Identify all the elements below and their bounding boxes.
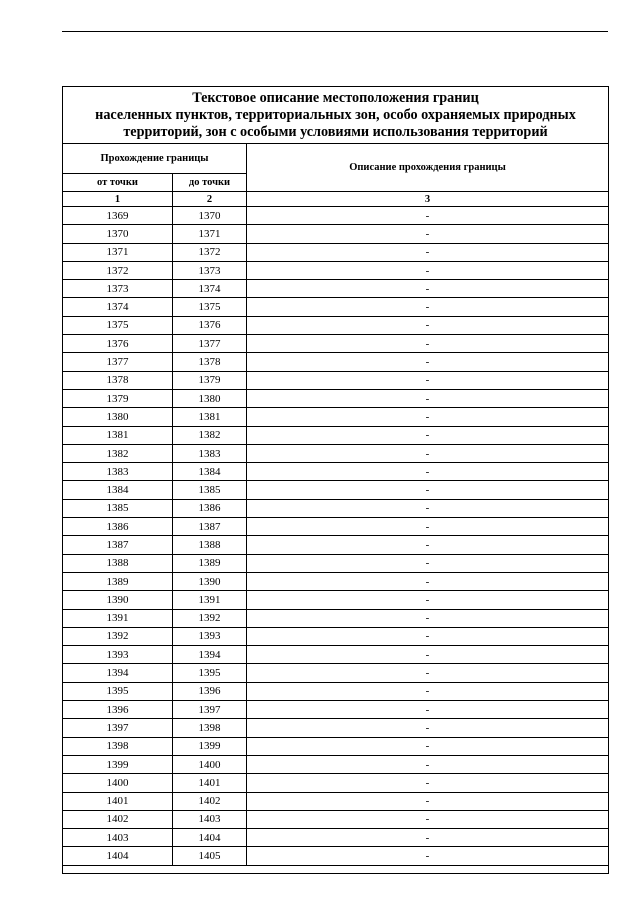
- to-point-cell: 1387: [173, 518, 247, 536]
- description-header: Описание прохождения границы: [247, 144, 609, 192]
- header-row-group: [63, 144, 609, 174]
- table-row: [63, 591, 609, 609]
- from-point-cell: 1391: [63, 609, 173, 627]
- table-row: [63, 737, 609, 755]
- description-cell: -: [247, 847, 609, 865]
- to-point-cell: 1380: [173, 389, 247, 407]
- from-point-cell: 1395: [63, 682, 173, 700]
- description-cell: -: [247, 701, 609, 719]
- from-point-cell: 1375: [63, 316, 173, 334]
- from-point-cell: 1394: [63, 664, 173, 682]
- to-point-cell: 1399: [173, 737, 247, 755]
- description-cell: -: [247, 389, 609, 407]
- from-point-cell: 1404: [63, 847, 173, 865]
- description-cell: -: [247, 225, 609, 243]
- description-cell: -: [247, 518, 609, 536]
- to-point-cell: 1382: [173, 426, 247, 444]
- from-point-cell: 1385: [63, 499, 173, 517]
- to-point-cell: 1379: [173, 371, 247, 389]
- column-number-1: 1: [63, 192, 173, 207]
- from-point-cell: 1390: [63, 591, 173, 609]
- title-line-3: территорий, зон с особыми условиями использования территорий: [123, 123, 548, 140]
- to-point-cell: 1383: [173, 444, 247, 462]
- description-cell: -: [247, 609, 609, 627]
- table-row: [63, 261, 609, 279]
- description-cell: -: [247, 371, 609, 389]
- table-row: [63, 389, 609, 407]
- to-point-cell: 1370: [173, 207, 247, 225]
- description-cell: -: [247, 792, 609, 810]
- description-cell: -: [247, 298, 609, 316]
- from-point-cell: 1377: [63, 353, 173, 371]
- description-cell: -: [247, 316, 609, 334]
- table-row: [63, 847, 609, 865]
- empty-row: [63, 865, 609, 873]
- to-point-cell: 1396: [173, 682, 247, 700]
- table-row: [63, 682, 609, 700]
- from-point-cell: 1386: [63, 518, 173, 536]
- to-point-cell: 1375: [173, 298, 247, 316]
- to-point-cell: 1371: [173, 225, 247, 243]
- to-point-cell: 1405: [173, 847, 247, 865]
- to-point-cell: 1384: [173, 463, 247, 481]
- description-cell: -: [247, 554, 609, 572]
- to-point-cell: 1397: [173, 701, 247, 719]
- table-row: [63, 810, 609, 828]
- column-number-3: 3: [247, 192, 609, 207]
- description-cell: -: [247, 408, 609, 426]
- table-row: [63, 225, 609, 243]
- description-cell: -: [247, 536, 609, 554]
- to-point-cell: 1392: [173, 609, 247, 627]
- from-point-cell: 1392: [63, 627, 173, 645]
- table-row: [63, 243, 609, 261]
- from-point-cell: 1381: [63, 426, 173, 444]
- description-cell: -: [247, 682, 609, 700]
- description-cell: -: [247, 719, 609, 737]
- from-point-cell: 1401: [63, 792, 173, 810]
- from-point-cell: 1396: [63, 701, 173, 719]
- table-title-row: [63, 87, 609, 144]
- from-point-cell: 1369: [63, 207, 173, 225]
- table-row: [63, 572, 609, 590]
- table-row: [63, 426, 609, 444]
- table-row: [63, 280, 609, 298]
- to-point-cell: 1391: [173, 591, 247, 609]
- table-row: [63, 408, 609, 426]
- from-point-cell: 1398: [63, 737, 173, 755]
- table-row: [63, 829, 609, 847]
- from-point-cell: 1387: [63, 536, 173, 554]
- table-row: [63, 371, 609, 389]
- description-cell: -: [247, 207, 609, 225]
- to-point-header: до точки: [173, 174, 247, 192]
- description-cell: -: [247, 829, 609, 847]
- description-cell: -: [247, 499, 609, 517]
- to-point-cell: 1395: [173, 664, 247, 682]
- table-row: [63, 335, 609, 353]
- to-point-cell: 1404: [173, 829, 247, 847]
- to-point-cell: 1378: [173, 353, 247, 371]
- description-cell: -: [247, 426, 609, 444]
- table-row: [63, 792, 609, 810]
- from-point-cell: 1399: [63, 755, 173, 773]
- from-point-cell: 1397: [63, 719, 173, 737]
- empty-cell: [63, 865, 609, 873]
- from-point-cell: 1371: [63, 243, 173, 261]
- description-cell: -: [247, 353, 609, 371]
- to-point-cell: 1394: [173, 646, 247, 664]
- to-point-cell: 1373: [173, 261, 247, 279]
- description-cell: -: [247, 810, 609, 828]
- description-cell: -: [247, 646, 609, 664]
- description-cell: -: [247, 774, 609, 792]
- to-point-cell: 1372: [173, 243, 247, 261]
- to-point-cell: 1386: [173, 499, 247, 517]
- from-point-cell: 1374: [63, 298, 173, 316]
- from-point-cell: 1372: [63, 261, 173, 279]
- description-cell: -: [247, 261, 609, 279]
- table-row: [63, 316, 609, 334]
- boundary-description-table: [62, 86, 609, 874]
- to-point-cell: 1377: [173, 335, 247, 353]
- from-point-cell: 1383: [63, 463, 173, 481]
- table-row: [63, 719, 609, 737]
- table-row: [63, 481, 609, 499]
- table-row: [63, 207, 609, 225]
- description-cell: -: [247, 755, 609, 773]
- table-row: [63, 518, 609, 536]
- description-cell: -: [247, 243, 609, 261]
- from-point-cell: 1403: [63, 829, 173, 847]
- from-point-cell: 1389: [63, 572, 173, 590]
- to-point-cell: 1381: [173, 408, 247, 426]
- description-cell: -: [247, 463, 609, 481]
- from-point-cell: 1370: [63, 225, 173, 243]
- description-cell: -: [247, 481, 609, 499]
- description-cell: -: [247, 591, 609, 609]
- from-point-cell: 1388: [63, 554, 173, 572]
- to-point-cell: 1374: [173, 280, 247, 298]
- from-point-cell: 1384: [63, 481, 173, 499]
- table-row: [63, 444, 609, 462]
- title-line-2: населенных пунктов, территориальных зон, особо охраняемых природных: [95, 106, 576, 123]
- to-point-cell: 1390: [173, 572, 247, 590]
- to-point-cell: 1376: [173, 316, 247, 334]
- title-line-1: Текстовое описание местоположения границ: [192, 89, 479, 106]
- description-cell: -: [247, 664, 609, 682]
- from-point-header: от точки: [63, 174, 173, 192]
- description-cell: -: [247, 737, 609, 755]
- table-row: [63, 701, 609, 719]
- table-row: [63, 554, 609, 572]
- table-row: [63, 298, 609, 316]
- header-rule: [62, 31, 608, 32]
- table-row: [63, 609, 609, 627]
- table-row: [63, 353, 609, 371]
- description-cell: -: [247, 444, 609, 462]
- table-row: [63, 536, 609, 554]
- to-point-cell: 1385: [173, 481, 247, 499]
- table-row: [63, 627, 609, 645]
- column-number-row: [63, 192, 609, 207]
- to-point-cell: 1388: [173, 536, 247, 554]
- to-point-cell: 1393: [173, 627, 247, 645]
- from-point-cell: 1373: [63, 280, 173, 298]
- from-point-cell: 1393: [63, 646, 173, 664]
- to-point-cell: 1389: [173, 554, 247, 572]
- description-cell: -: [247, 627, 609, 645]
- passage-header: Прохождение границы: [63, 144, 247, 174]
- description-cell: -: [247, 572, 609, 590]
- table-row: [63, 463, 609, 481]
- table-row: [63, 646, 609, 664]
- from-point-cell: 1378: [63, 371, 173, 389]
- to-point-cell: 1401: [173, 774, 247, 792]
- to-point-cell: 1402: [173, 792, 247, 810]
- to-point-cell: 1403: [173, 810, 247, 828]
- from-point-cell: 1402: [63, 810, 173, 828]
- from-point-cell: 1382: [63, 444, 173, 462]
- description-cell: -: [247, 280, 609, 298]
- table-title: [63, 87, 609, 144]
- table-row: [63, 774, 609, 792]
- table-row: [63, 499, 609, 517]
- from-point-cell: 1380: [63, 408, 173, 426]
- table-row: [63, 664, 609, 682]
- from-point-cell: 1400: [63, 774, 173, 792]
- to-point-cell: 1400: [173, 755, 247, 773]
- description-cell: -: [247, 335, 609, 353]
- table-row: [63, 755, 609, 773]
- column-number-2: 2: [173, 192, 247, 207]
- to-point-cell: 1398: [173, 719, 247, 737]
- from-point-cell: 1376: [63, 335, 173, 353]
- from-point-cell: 1379: [63, 389, 173, 407]
